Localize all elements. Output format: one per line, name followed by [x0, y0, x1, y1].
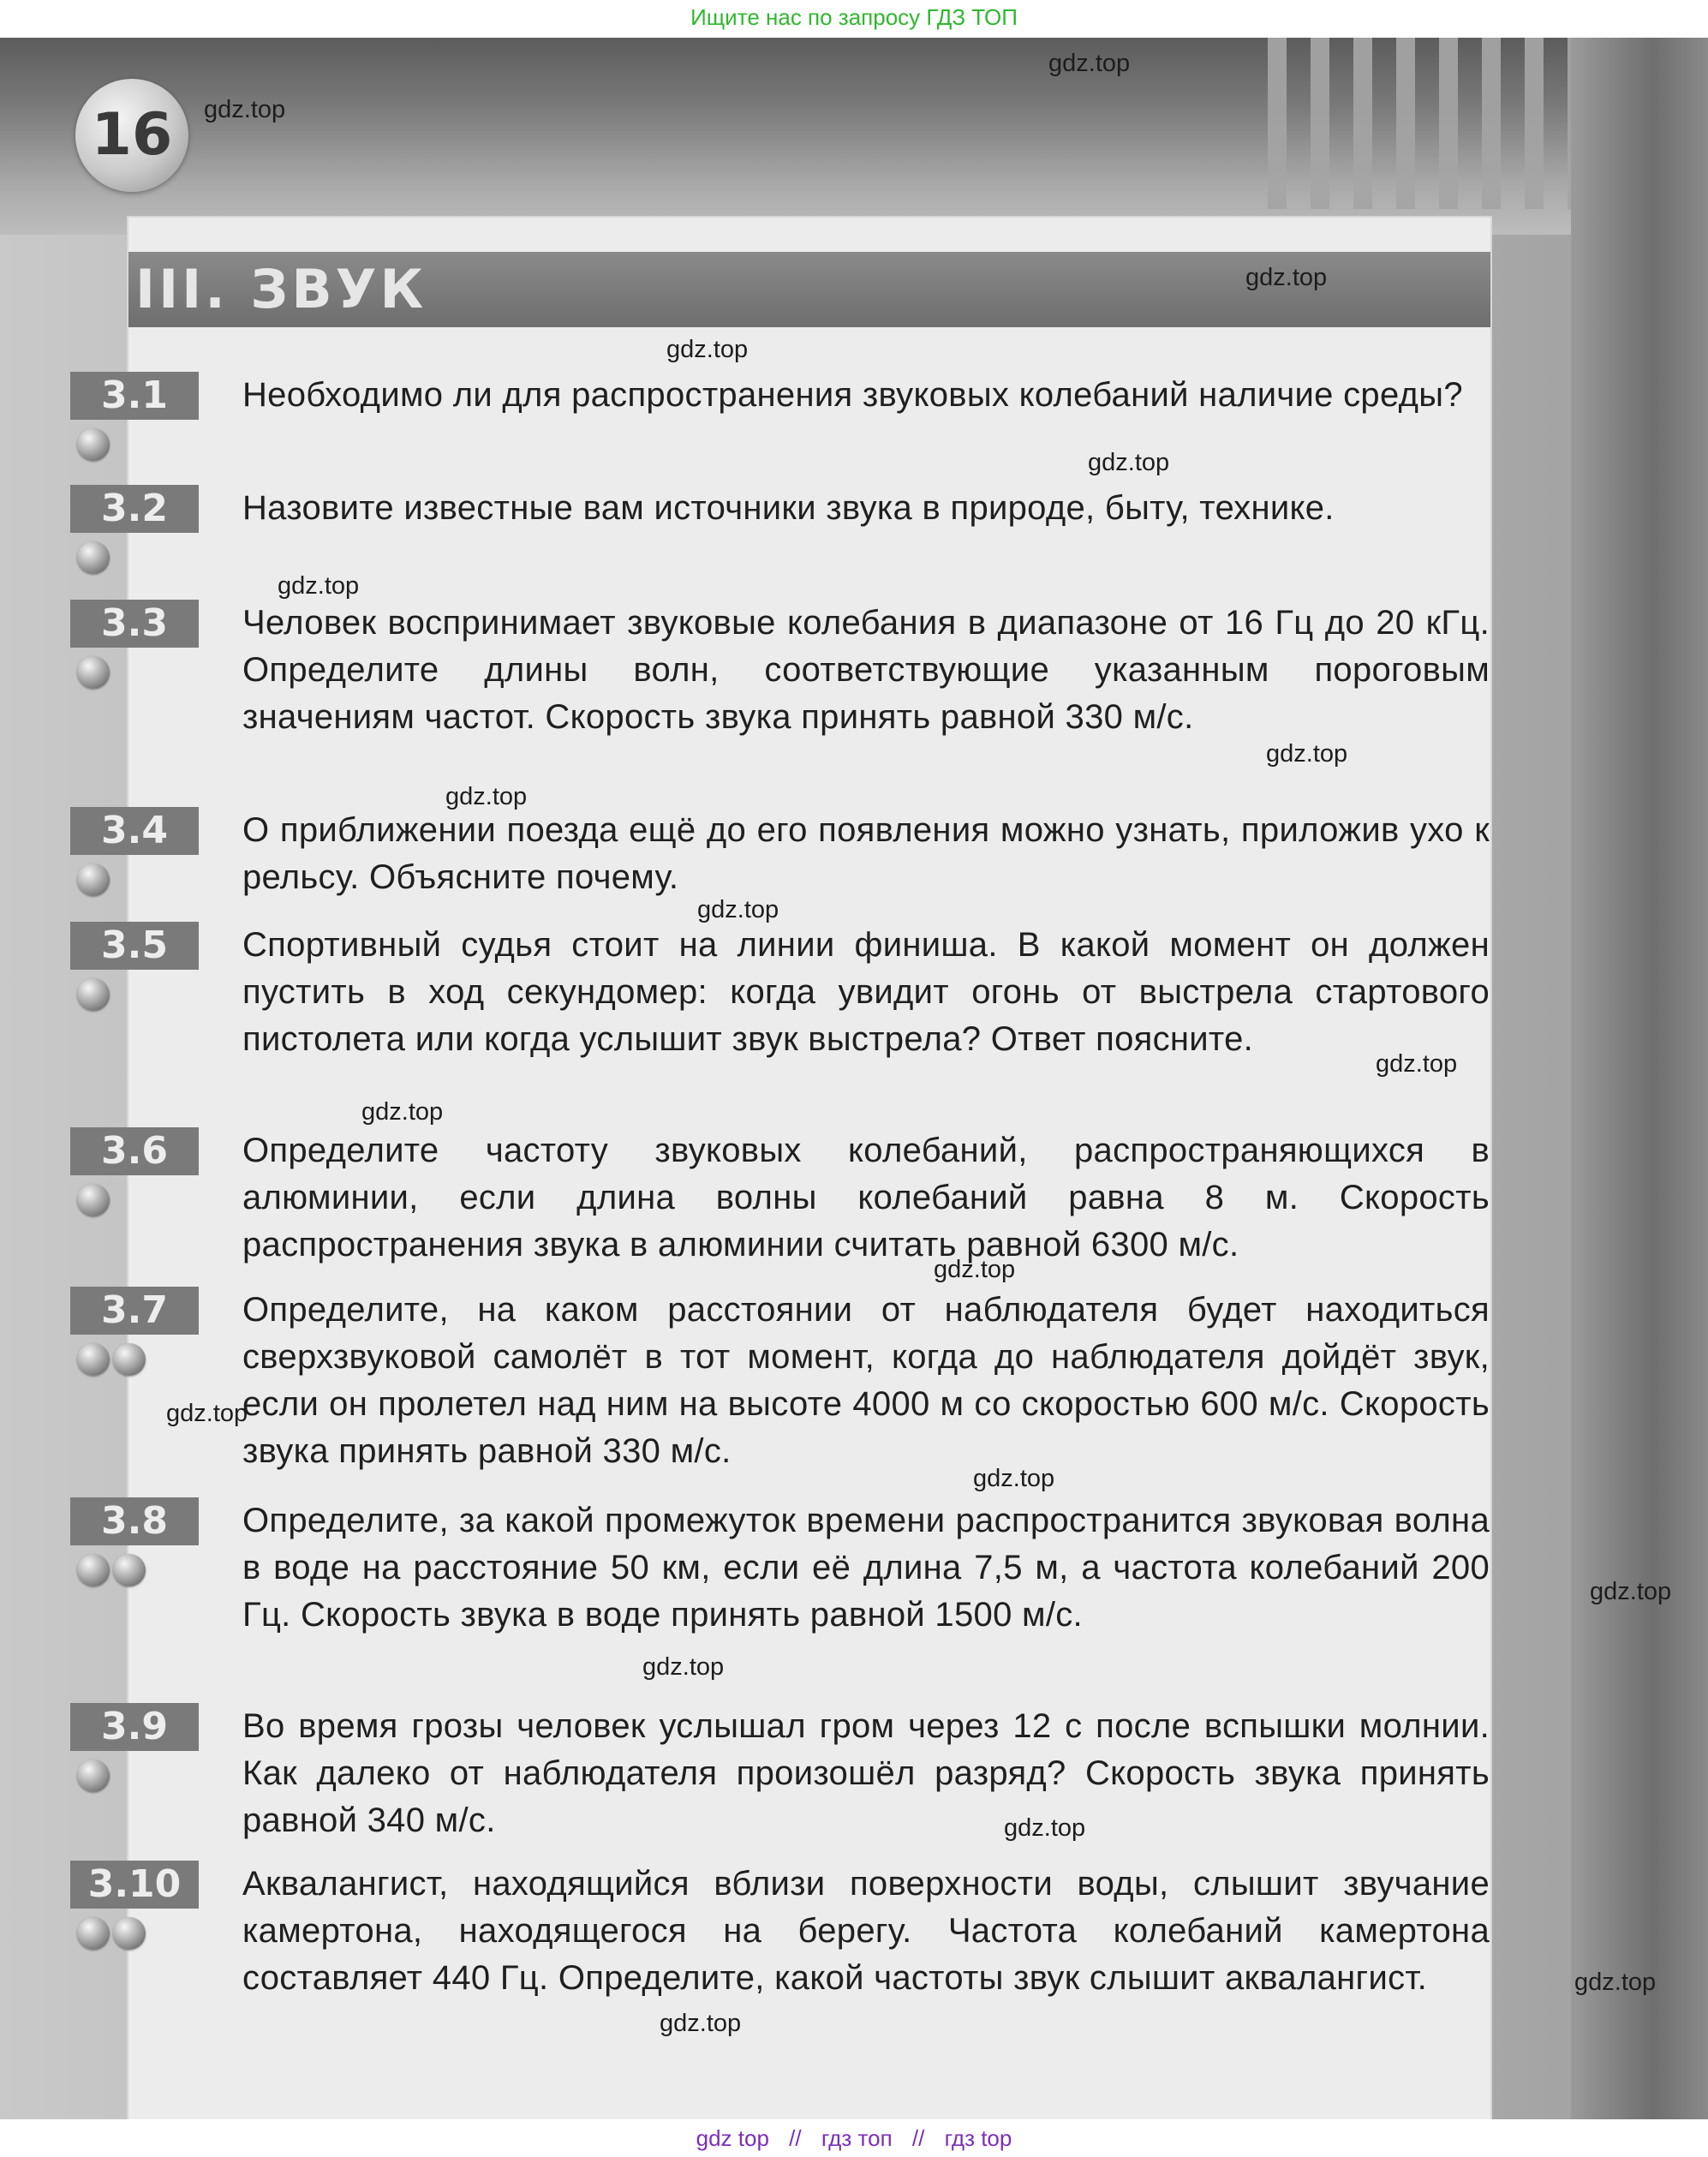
task-number: 3.5 [70, 922, 199, 970]
page-right-edge [1571, 38, 1708, 2119]
task-text: Во время грозы человек услышал гром через 12 с после вспышки молнии. Как далеко от наблюдателя произошёл разряд? Скорость звука принять равной 340 м/с. [242, 1707, 1490, 1839]
difficulty-dot [77, 1917, 110, 1950]
watermark: gdz.top [278, 572, 360, 600]
difficulty-dot [77, 1554, 110, 1586]
task-number: 3.7 [70, 1287, 199, 1335]
bottom-banner-separator: // [789, 2125, 802, 2151]
difficulty-indicator [77, 541, 110, 574]
difficulty-dot [77, 656, 110, 689]
watermark: gdz.top [1004, 1814, 1086, 1842]
task-text: О приближении поезда ещё до его появления можно узнать, приложив ухо к рельсу. Объясните почему. [242, 811, 1490, 896]
watermark: gdz.top [660, 2010, 742, 2037]
difficulty-indicator [77, 1343, 146, 1376]
task-text: Человек воспринимает звуковые колебания в диапазоне от 16 Гц до 20 кГц. Определите длины волн, соответствующие указанным пороговым значениям частот. Скорость звука принять равной 330 м/с. [242, 604, 1490, 736]
page-number: 16 [91, 101, 173, 169]
watermark: gdz.top [1590, 1578, 1672, 1605]
watermark: gdz.top [166, 1400, 248, 1427]
task-text: Спортивный судья стоит на линии финиша. В какой момент он должен пустить в ход секундомер: когда увидит огонь от выстрела стартового пистолета или когда услышит звук выстрела? Ответ поясните. [242, 926, 1490, 1058]
watermark: gdz.top [204, 96, 286, 123]
difficulty-dot [77, 428, 110, 461]
section-title: III. ЗВУК [135, 258, 427, 320]
task-text: Назовите известные вам источники звука в природе, быту, технике. [242, 489, 1335, 527]
task-text: Определите, за какой промежуток времени распространится звуковая волна в воде на расстояние 50 км, если её длина 7,5 м, а частота колебаний 200 Гц. Скорость звука в воде принять равной 1500 м/с. [242, 1502, 1490, 1634]
header-photo [0, 38, 1708, 235]
watermark: gdz.top [1266, 740, 1348, 768]
watermark: gdz.top [1376, 1050, 1458, 1078]
content-panel [87, 218, 1490, 2119]
difficulty-indicator [77, 1554, 146, 1586]
difficulty-dot [77, 1760, 110, 1792]
page-number-badge [75, 79, 188, 192]
task-number: 3.9 [70, 1703, 199, 1751]
difficulty-indicator [77, 1184, 110, 1216]
watermark: gdz.top [1048, 50, 1131, 77]
task-number: 3.6 [70, 1127, 199, 1175]
task-number: 3.3 [70, 600, 199, 648]
bottom-banner-separator: // [911, 2125, 925, 2151]
watermark: gdz.top [445, 783, 528, 810]
difficulty-indicator [77, 656, 110, 689]
task-number: 3.1 [70, 372, 199, 420]
bottom-banner-part: гдз top [944, 2125, 1012, 2151]
task-text: Аквалангист, находящийся вблизи поверхности воды, слышит звучание камертона, находящегося на берегу. Частота колебаний камертона составляет 440 Гц. Определите, какой частоты звук слышит аквалангист. [242, 1865, 1490, 1997]
difficulty-dot [77, 1343, 110, 1376]
task-number: 3.8 [70, 1497, 199, 1545]
difficulty-indicator [77, 863, 110, 896]
difficulty-dot [113, 1554, 146, 1586]
bottom-banner [0, 2119, 1708, 2157]
watermark: gdz.top [1574, 1969, 1657, 1996]
watermark: gdz.top [666, 336, 749, 363]
watermark: gdz.top [973, 1465, 1055, 1492]
watermark: gdz.top [642, 1653, 725, 1681]
difficulty-dot [113, 1917, 146, 1950]
top-banner: Ищите нас по запросу ГДЗ ТОП [690, 4, 1018, 30]
difficulty-indicator [77, 1760, 110, 1792]
difficulty-dot [77, 863, 110, 896]
watermark: gdz.top [934, 1256, 1016, 1283]
bottom-banner-part: гдз топ [821, 2125, 893, 2151]
task-text: Необходимо ли для распространения звуковых колебаний наличие среды? [242, 376, 1463, 414]
difficulty-indicator [77, 428, 110, 461]
bottom-banner-part: gdz top [696, 2125, 769, 2151]
difficulty-dot [113, 1343, 146, 1376]
difficulty-dot [77, 541, 110, 574]
watermark: gdz.top [697, 896, 779, 923]
watermark: gdz.top [1245, 264, 1328, 291]
watermark: gdz.top [361, 1098, 444, 1126]
task-text: Определите частоту звуковых колебаний, распространяющихся в алюминии, если длина волны колебаний равна 8 м. Скорость распространения звука в алюминии считать равной 6300 м/с. [242, 1132, 1490, 1264]
difficulty-dot [77, 1184, 110, 1216]
difficulty-indicator [77, 978, 110, 1011]
difficulty-indicator [77, 1917, 146, 1950]
task-number: 3.4 [70, 807, 199, 855]
task-number: 3.10 [70, 1861, 199, 1909]
watermark: gdz.top [1088, 449, 1170, 476]
difficulty-dot [77, 978, 110, 1011]
task-number: 3.2 [70, 485, 199, 533]
textbook-page [0, 38, 1708, 2119]
task-text: Определите, на каком расстоянии от наблюдателя будет находиться сверхзвуковой самолёт в тот момент, когда до наблюдателя дойдёт звук, если он пролетел над ним на высоте 4000 м со скоростью 600 м/с. Скорость звука принять равной 330 м/с. [242, 1291, 1490, 1470]
